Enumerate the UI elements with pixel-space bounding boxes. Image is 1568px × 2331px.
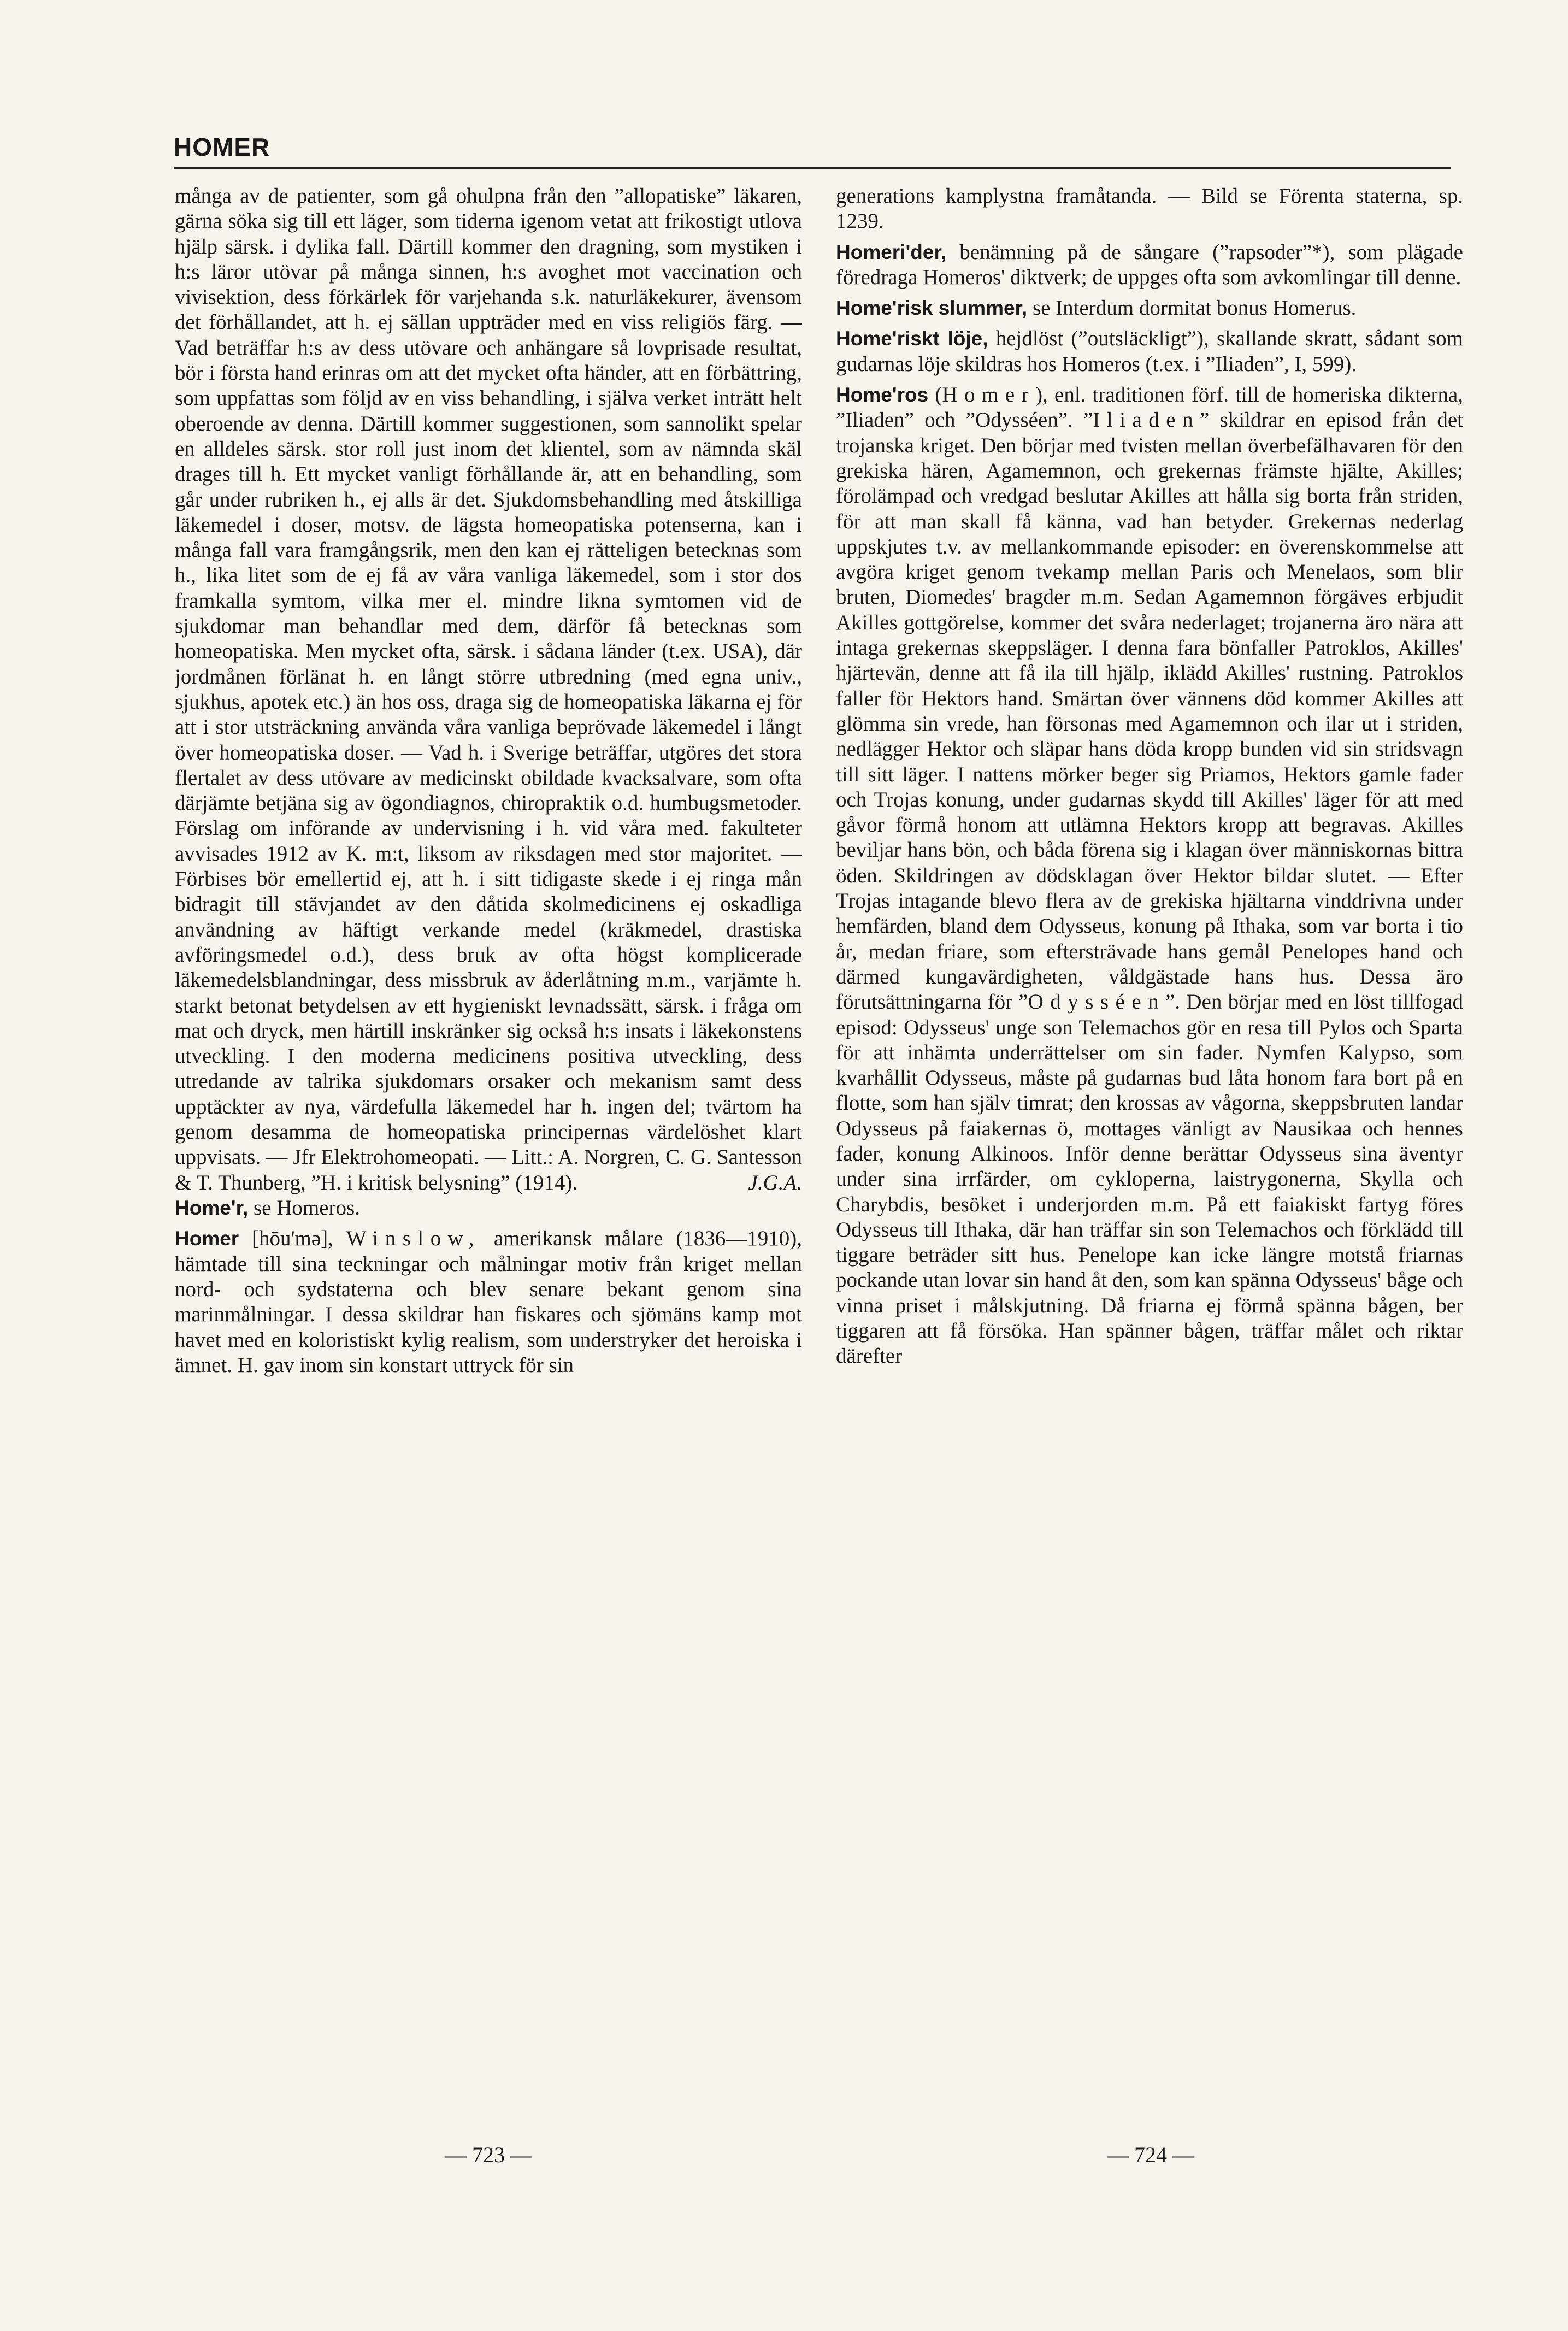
headword: Home'r, — [175, 1197, 249, 1220]
author-signature: J.G.A. — [748, 1170, 802, 1194]
entry-homer-winslow — [175, 1226, 802, 1378]
spaced-odysseen: Odysséen — [1028, 990, 1166, 1014]
headword: Home'ros — [836, 384, 929, 407]
entry-text: amerikansk målare (1836—1910), hämtade till sina teckningar och målningar motiv från kriget mellan nord- och sydstaterna och blev senare bekant genom sina marinmålningar. I dessa skildrar han fiskares och sjömäns kamp mot havet med en koloristiskt kylig realism, som understryker det heroiska i ämnet. H. gav inom sin konstart uttryck för sin — [175, 1227, 802, 1377]
entry-homeopati-continuation — [175, 184, 802, 1196]
entry-homerider — [836, 240, 1463, 291]
running-header — [174, 131, 1451, 169]
headword: Homeri'der, — [836, 240, 947, 263]
pronunciation: [hōu'mə], — [252, 1227, 333, 1251]
entry-homeriskt-loje — [836, 326, 1463, 377]
entry-homeros — [836, 382, 1463, 1369]
entry-homerisk-slummer — [836, 296, 1463, 321]
page-number-right: — 724 — — [1107, 2142, 1194, 2167]
entry-text-3: ”. Den börjar med en löst tillfogad episod: Odysseus' unge son Telemachos gör en resa till Pylos och Sparta för att inhämta underrättelser om sin fader. Nymfen Kalypso, som kvarhållit Odysseus, måste på gudarnas bud låta honom fara bort på en flotte, som han själv timrat; den krossas av vågorna, skeppsbruten landar Odysseus på faiakernas ö, mottages vänligt av Nausikaa och hennes fader, konung Alkinoos. Inför denne berättar Odysseus sina äventyr under sina irrfärder, om cykloperna, laistrygonerna, Skylla och Charybdis, besöket i underjorden m.m. På ett faiakiskt fartyg föres Odysseus till Ithaka, där han träffar sin son Telemachos och förklädd till tiggare beträder sitt hus. Penelope kan icke längre motstå friarnas pockande utan lovar sin hand åt den, som kan spänna Odysseus' båge och vinna priset i målskjutning. Då friarna ej förmå spänna bågen, ber tiggaren att få försöka. Han spänner bågen, träffar målet och riktar därefter — [836, 990, 1463, 1368]
entry-text: se Homeros. — [248, 1196, 360, 1220]
entry-continuation — [836, 184, 1463, 234]
left-column — [175, 184, 802, 2091]
header-title: HOMER — [174, 133, 270, 161]
headword: Homer — [175, 1227, 239, 1250]
entry-text: se Interdum dormitat bonus Homerus. — [1027, 296, 1357, 320]
headword: Home'riskt löje, — [836, 327, 988, 350]
page-number-left: — 723 — — [445, 2142, 532, 2167]
right-column — [836, 184, 1463, 2091]
spaced-name: Homer — [942, 383, 1036, 407]
entry-text: benämning på de sångare (”rapsoder”*), som plägade föredraga Homeros' diktverk; de uppges ofta som avkomlingar till denne. — [836, 240, 1463, 289]
entry-homer-reference — [175, 1196, 802, 1221]
homeopati-text: många av de patienter, som gå ohulpna från den ”allopatiske” läkaren, gärna söka sig till ett läger, som tiderna igenom vetat att frikostigt utlova hjälp särsk. i dylika fall. Därtill kommer den dragning, som mystiken i h:s läror utövar på många sinnen, h:s avoghet mot vaccination och vivisektion, dess förkärlek för varjehanda s.k. naturläkekurer, ävensom det förhållandet, att h. ej sällan uppträder med en viss religiös färg. — Vad beträffar h:s av dess utövare och anhängare så lovprisade resultat, bör i första hand erinras om att det mycket ofta händer, att en förbättring, som uppfattas som följd av en viss behandling, i själva verket inträtt helt oberoende av denna. Därtill kommer suggestionen, som sannolikt spelar en alldeles särsk. stor roll just inom det klientel, som av nämnda skäl drages till h. Ett mycket vanligt förhållande är, att en behandling, som går under rubriken h., ej alls är det. Sjukdomsbehandling med åtskilliga läkemedel i doser, motsv. de lägsta homeopatiska potenserna, kan i många fall vara framgångsrik, men den kan ej rätteligen betecknas som h., lika litet som de ej få av våra vanliga läkemedel, som i stor dos framkalla symtom, vilka mer el. mindre likna symtomen vid de sjukdomar man behandlar med dem, därför få betecknas som homeopatiska. Men mycket ofta, särsk. i sådana länder (t.ex. USA), där jordmånen förlänat h. en långt större utbredning (med egna univ., sjukhus, apotek etc.) än hos oss, draga sig de homeopatiska läkarna ej för att i stor utsträckning använda våra vanliga beprövade läkemedel i långt över homeopatiska doser. — Vad h. i Sverige beträffar, utgöres det stora flertalet av dess utövare av medicinskt obildade kvacksalvare, som ofta därjämte betjäna sig av ögondiagnos, chiropraktik o.d. humbugsmetoder. Förslag om införande av undervisning i h. vid våra med. fakulteter avvisades 1912 av K. m:t, liksom av riksdagen med stor majoritet. — Förbises bör emellertid ej, att h. i sitt tidigaste skede i ej ringa mån bidragit till stävjandet av den dåtida skolmedicinens ej oskadliga användning av häftigt verkande medel (kräkmedel, drastiska avföringsmedel o.d.), dess bruk av ofta högst komplicerade läkemedelsblandningar, dess missbruk av åderlåtning m.m., varjämte h. starkt betonat betydelsen av ett hygieniskt levnadssätt, särsk. i fråga om mat och dryck, men härtill inskränker sig också h:s insats i läkekonstens utveckling. I den moderna medicinens positiva utveckling, dess utredande av talrika sjukdomars orsaker och mekanism samt dess upptäckter av nya, värdefulla läkemedel har h. ingen del; tvärtom ha genom desamma de homeopatiska principernas värdelöshet klart uppvisats. — Jfr Elektrohomeopati. — Litt.: A. Norgren, C. G. Santesson & T. Thunberg, ”H. i kritisk belysning” (1914). — [175, 184, 802, 1194]
spaced-name: Winslow, — [346, 1227, 481, 1251]
headword: Home'risk slummer, — [836, 297, 1028, 320]
entry-text-2: ” skildrar en episod från det trojanska kriget. Den börjar med tvisten mellan överbefälhavaren för den grekiska hären, Agamemnon, och grekernas främste hjälte, Akilles; förolämpad och vredgad beslutar Akilles att hålla sig borta från striden, för att man skall få känna, vad han betyder. Grekernas nederlag uppskjutes t.v. av mellankommande episoder: en överenskommelse att avgöra kriget genom tvekamp mellan Paris och Menelaos, som blir bruten, Diomedes' bragder m.m. Sedan Agamemnon förgäves erbjudit Akilles gottgörelse, kommer det svåra nederlaget; trojanerna äro nära att intaga grekernas skeppsläger. I denna fara bönfaller Patroklos, Akilles' hjärtevän, denne att få ila till hjälp, iklädd Akilles' rustning. Patroklos faller för Hektors hand. Smärtan över vännens död kommer Akilles att glömma sin vrede, han försonas med Agamemnon och ilar ut i striden, nedlägger Hektor och släpar hans döda kropp bunden vid sin stridsvagn till sitt läger. I nattens mörker beger sig Priamos, Hektors gamle fader och Trojas konung, under gudarnas skydd till Akilles' läger för att med gåvor förmå honom att utlämna Hektors kropp att begravas. Akilles beviljar hans bön, och båda förena sig i klagan över människornas bittra öden. Skildringen av dödsklagan över Hektor bildar slutet. — Efter Trojas intagande blevo flera av de grekiska hjältarna vinddrivna under hemfärden, bland dem Odysseus, konung på Ithaka, som var borta i tio år, medan friare, som eftersträvade hans gemål Penelopes hand och därmed kungavärdigheten, våldgästade hans hus. Dessa äro förutsättningarna för ” — [836, 408, 1463, 1014]
name-open: ( — [935, 383, 942, 407]
continuation-text: generations kamplystna framåtanda. — Bild se Förenta staterna, sp. 1239. — [836, 184, 1463, 233]
entry-text: hejdlöst (”outsläckligt”), skallande skratt, sådant som gudarnas löje skildras hos Homeros (t.ex. i ”Iliaden”, I, 599). — [836, 327, 1463, 376]
entry-text-1: ), enl. traditionen förf. till de homeriska dikterna, ”Iliaden” och ”Odysséen”. — [836, 383, 1463, 432]
iliaden-open: ” — [1083, 408, 1093, 432]
spaced-iliaden: Iliaden — [1093, 408, 1200, 432]
